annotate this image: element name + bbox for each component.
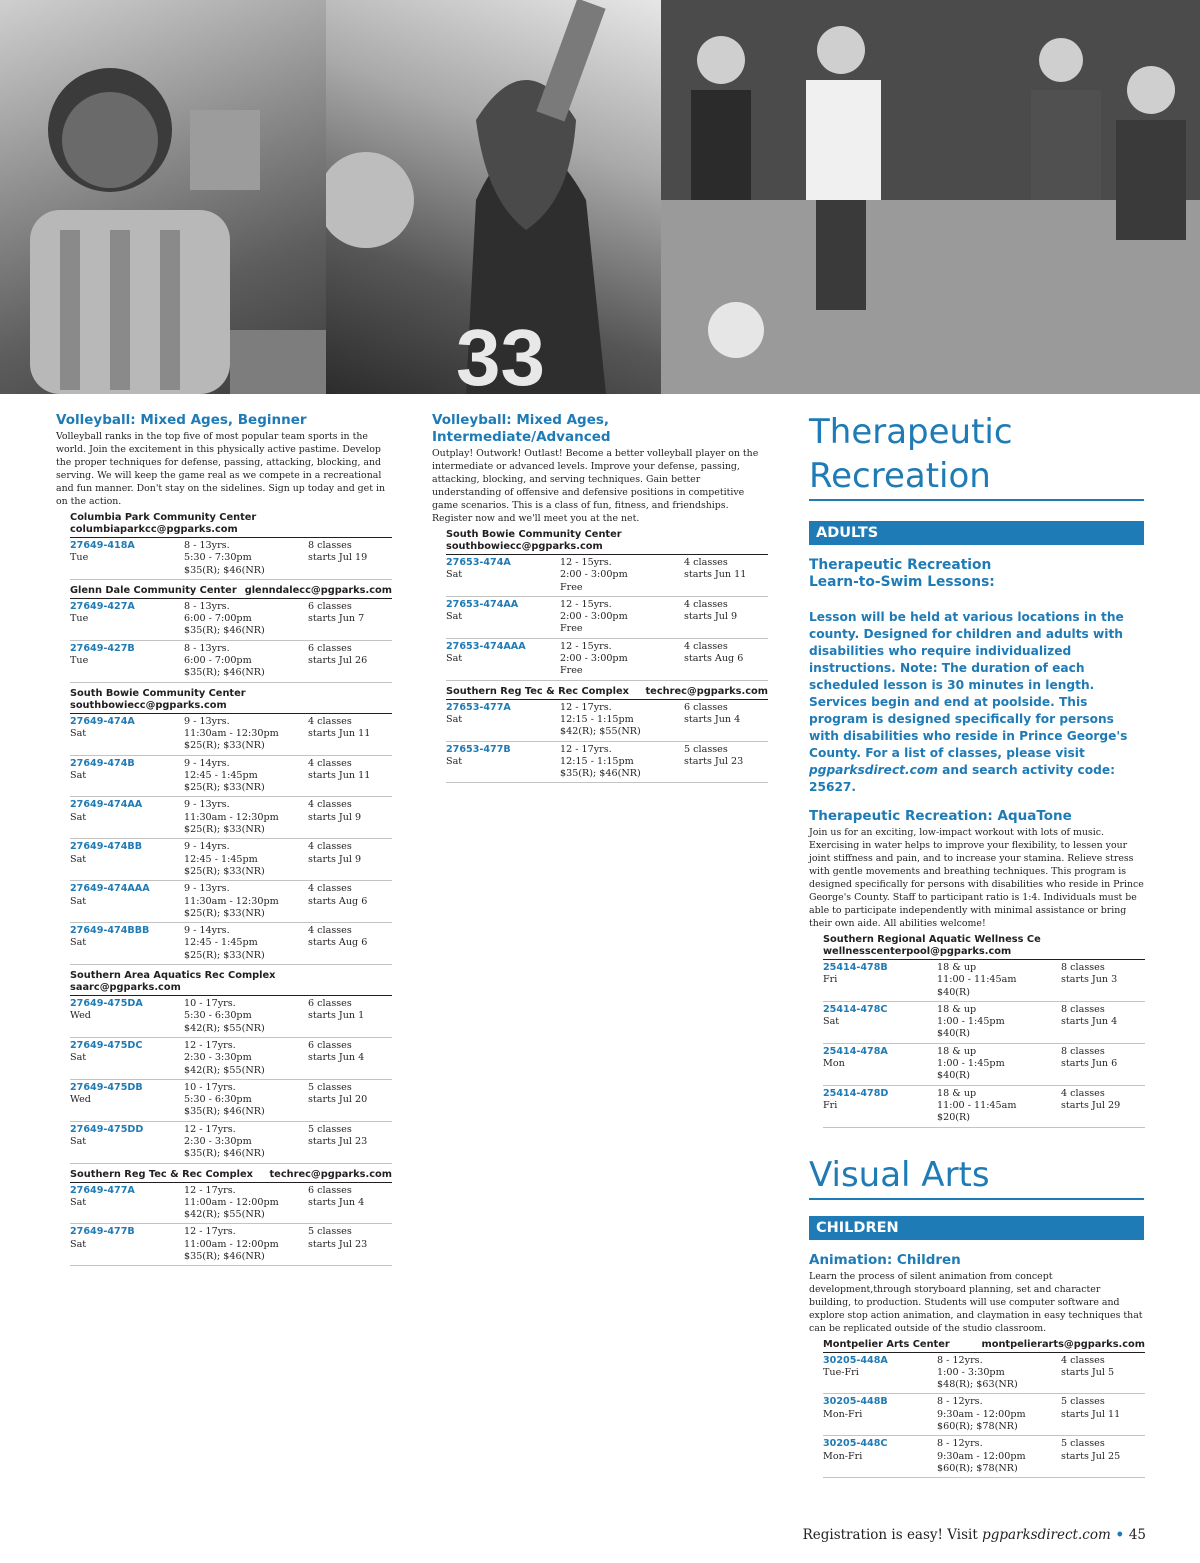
class-count: 6 classes <box>308 642 352 654</box>
class-day: Wed <box>70 1010 91 1022</box>
class-fee: $48(R); $63(NR) <box>937 1379 1018 1391</box>
venue-header <box>823 1339 1145 1353</box>
venue-header <box>70 1169 392 1183</box>
venue-header <box>70 512 392 538</box>
class-time: 2:30 - 3:30pm <box>184 1052 252 1064</box>
class-day: Sat <box>70 895 87 907</box>
class-time: 11:30am - 12:30pm <box>184 811 279 823</box>
class-code[interactable]: 27653-477A <box>446 701 511 713</box>
class-age: 12 - 17yrs. <box>184 1039 236 1051</box>
class-code[interactable]: 27649-427B <box>70 642 135 654</box>
class-time: 2:00 - 3:00pm <box>560 653 628 665</box>
class-code[interactable]: 27649-474A <box>70 715 135 727</box>
class-day: Sat <box>446 713 463 725</box>
class-row <box>70 1080 392 1122</box>
class-fee: $60(R); $78(NR) <box>937 1421 1018 1433</box>
footer-separator: • <box>1110 1527 1129 1543</box>
band-adults: ADULTS <box>809 521 1144 545</box>
class-count: 4 classes <box>1061 1087 1105 1099</box>
class-code[interactable]: 27649-474AAA <box>70 883 150 895</box>
class-row <box>446 742 768 784</box>
class-start: starts Jun 6 <box>1061 1058 1118 1070</box>
class-time: 1:00 - 1:45pm <box>937 1058 1005 1070</box>
class-code[interactable]: 27653-474AA <box>446 598 519 610</box>
section-title-line2: Recreation <box>809 456 991 496</box>
class-code[interactable]: 27649-477B <box>70 1226 135 1238</box>
class-age: 18 & up <box>937 962 977 973</box>
class-age: 12 - 15yrs. <box>560 598 612 610</box>
kids-soccer-illustration <box>661 0 1200 394</box>
class-code[interactable]: 27649-475DC <box>70 1039 143 1051</box>
class-age: 12 - 15yrs. <box>560 557 612 568</box>
class-code[interactable]: 25414-478D <box>823 1087 889 1099</box>
class-row <box>70 599 392 641</box>
venue-email[interactable]: columbiaparkcc@pgparks.com <box>70 524 238 535</box>
class-day: Sat <box>70 1052 87 1064</box>
class-count: 4 classes <box>308 715 352 727</box>
class-fee: $25(R); $33(NR) <box>184 782 265 794</box>
class-day: Sat <box>70 811 87 823</box>
venue-spacer <box>809 1478 1145 1483</box>
class-time: 12:15 - 1:15pm <box>560 755 634 767</box>
column-volleyball-beginner <box>56 412 392 1271</box>
venue-spacer <box>56 1266 392 1271</box>
class-start: starts Jul 23 <box>308 1238 368 1250</box>
class-code[interactable]: 25414-478B <box>823 962 888 973</box>
class-day: Sat <box>70 727 87 739</box>
class-day: Sat <box>446 611 463 623</box>
class-fee: $25(R); $33(NR) <box>184 824 265 836</box>
class-row <box>823 1086 1145 1128</box>
swim-description-text: Lesson will be held at various locations in the county. Designed for children and adults with disabilities who require individualized instructions. Note: The duration of each scheduled lesson is 30 minutes in length. Services begin and end at poolside. This program is designed specifically for persons with disabilities who reside in Prince George's County. For a list of classes, please visit <box>809 610 1128 760</box>
class-code[interactable]: 27649-474BB <box>70 841 143 853</box>
class-day: Fri <box>823 1099 838 1111</box>
class-age: 9 - 13yrs. <box>184 883 230 895</box>
class-fee: $25(R); $33(NR) <box>184 907 265 919</box>
class-day: Mon <box>823 1058 845 1070</box>
class-start: starts Jul 9 <box>308 853 362 865</box>
class-fee: $40(R) <box>937 1070 971 1082</box>
class-day: Sat <box>70 1238 87 1250</box>
class-fee: $20(R) <box>937 1112 971 1124</box>
class-day: Mon-Fri <box>823 1450 863 1462</box>
swim-title-line2: Learn-to-Swim Lessons: <box>809 574 995 590</box>
class-count: 8 classes <box>1061 962 1105 973</box>
class-count: 8 classes <box>1061 1003 1105 1015</box>
class-start: starts Jun 3 <box>1061 974 1118 986</box>
venue-email[interactable]: southbowiecc@pgparks.com <box>446 541 603 552</box>
class-fee: $25(R); $33(NR) <box>184 865 265 877</box>
class-time: 2:30 - 3:30pm <box>184 1135 252 1147</box>
swim-lessons-title <box>809 557 1145 591</box>
class-age: 9 - 13yrs. <box>184 799 230 811</box>
class-day: Sat <box>70 1196 87 1208</box>
class-day: Wed <box>70 1094 91 1106</box>
class-start: starts Jun 4 <box>1061 1016 1118 1028</box>
venue-header <box>823 934 1145 960</box>
class-count: 4 classes <box>684 557 728 568</box>
venue-list <box>809 1339 1145 1484</box>
swim-title-line1: Therapeutic Recreation <box>809 557 992 573</box>
visit-text: Visit <box>942 1527 983 1543</box>
class-fee: $35(R); $46(NR) <box>184 667 265 679</box>
class-fee: $35(R); $46(NR) <box>184 1148 265 1160</box>
class-age: 8 - 12yrs. <box>937 1354 983 1366</box>
class-count: 5 classes <box>308 1081 352 1093</box>
class-fee: $40(R) <box>937 986 971 998</box>
class-age: 10 - 17yrs. <box>184 998 236 1010</box>
venue-header <box>70 585 392 599</box>
class-age: 12 - 17yrs. <box>560 743 612 755</box>
class-age: 9 - 14yrs. <box>184 841 230 853</box>
class-start: starts Jun 4 <box>684 713 741 725</box>
class-start: starts Jun 11 <box>308 769 371 781</box>
class-fee: $42(R); $55(NR) <box>184 1022 265 1034</box>
class-code[interactable]: 27653-477B <box>446 743 511 755</box>
class-start: starts Jul 20 <box>308 1094 368 1106</box>
column-therapeutic-visual-arts <box>809 410 1145 1483</box>
class-start: starts Jun 7 <box>308 613 365 625</box>
class-code[interactable]: 27649-427A <box>70 600 135 612</box>
class-start: starts Aug 6 <box>308 895 368 907</box>
class-time: 9:30am - 12:00pm <box>937 1450 1026 1462</box>
class-count: 8 classes <box>1061 1045 1105 1057</box>
class-time: 2:00 - 3:00pm <box>560 611 628 623</box>
class-day: Sat <box>70 937 87 949</box>
class-time: 12:45 - 1:45pm <box>184 769 258 781</box>
class-code[interactable]: 27649-477A <box>70 1184 135 1196</box>
photo-strip <box>0 0 1200 394</box>
class-age: 8 - 13yrs. <box>184 642 230 654</box>
class-row <box>70 1122 392 1164</box>
class-row <box>70 797 392 839</box>
class-code[interactable]: 30205-448A <box>823 1354 888 1366</box>
class-time: 11:00 - 11:45am <box>937 1099 1017 1111</box>
class-count: 5 classes <box>308 1123 352 1135</box>
class-age: 12 - 17yrs. <box>560 701 612 713</box>
class-count: 4 classes <box>684 598 728 610</box>
photo-volleyball-player <box>326 0 661 394</box>
photo-kids-soccer <box>661 0 1200 394</box>
class-time: 6:00 - 7:00pm <box>184 613 252 625</box>
class-start: starts Aug 6 <box>684 653 744 665</box>
class-count: 5 classes <box>308 1226 352 1238</box>
class-code[interactable]: 27649-475DD <box>70 1123 144 1135</box>
class-start: starts Jun 11 <box>308 727 371 739</box>
class-day: Tue <box>70 552 89 564</box>
class-code[interactable]: 25414-478C <box>823 1003 888 1015</box>
class-day: Sat <box>446 653 463 665</box>
program-title <box>432 412 768 446</box>
class-start: starts Jul 11 <box>1061 1408 1121 1420</box>
class-code[interactable]: 30205-448C <box>823 1438 888 1450</box>
page-number: 45 <box>1128 1527 1146 1543</box>
class-start: starts Jul 23 <box>684 755 744 767</box>
class-age: 9 - 13yrs. <box>184 715 230 727</box>
class-row <box>446 700 768 742</box>
class-fee: $35(R); $46(NR) <box>184 625 265 637</box>
class-time: 11:00 - 11:45am <box>937 974 1017 986</box>
class-code[interactable]: 30205-448B <box>823 1396 888 1408</box>
class-day: Sat <box>70 853 87 865</box>
class-code[interactable]: 27649-474BBB <box>70 925 150 937</box>
class-row <box>823 1002 1145 1044</box>
class-row <box>823 1436 1145 1478</box>
class-row <box>70 641 392 683</box>
venue-name: Montpelier Arts Center <box>823 1338 950 1350</box>
registration-text: Registration is easy! <box>802 1527 943 1543</box>
class-row <box>70 1224 392 1266</box>
class-row <box>70 756 392 798</box>
class-time: 11:00am - 12:00pm <box>184 1238 279 1250</box>
volleyball-player-illustration <box>326 0 661 394</box>
class-time: 11:30am - 12:30pm <box>184 895 279 907</box>
class-fee: Free <box>560 623 583 635</box>
class-time: 9:30am - 12:00pm <box>937 1408 1026 1420</box>
class-code[interactable]: 27649-418A <box>70 540 135 551</box>
class-age: 18 & up <box>937 1003 977 1015</box>
class-count: 5 classes <box>1061 1438 1105 1450</box>
class-start: starts Jun 11 <box>684 569 747 581</box>
class-start: starts Jul 9 <box>308 811 362 823</box>
band-children: CHILDREN <box>809 1216 1144 1240</box>
venue-header <box>446 529 768 555</box>
aquatone-title: Therapeutic Recreation: AquaTone <box>809 808 1072 824</box>
class-day: Tue <box>70 613 89 625</box>
class-fee: $35(R); $46(NR) <box>184 1106 265 1118</box>
venue-list <box>56 512 392 1271</box>
class-day: Mon-Fri <box>823 1408 863 1420</box>
class-fee: $35(R); $46(NR) <box>560 768 641 780</box>
class-row <box>70 1038 392 1080</box>
class-count: 4 classes <box>308 925 352 937</box>
class-code[interactable]: 27649-474B <box>70 757 135 769</box>
class-count: 5 classes <box>684 743 728 755</box>
class-start: starts Jun 4 <box>308 1196 365 1208</box>
class-count: 8 classes <box>308 540 352 551</box>
class-time: 11:00am - 12:00pm <box>184 1196 279 1208</box>
venue-name: Columbia Park Community Center <box>70 512 257 523</box>
class-day: Sat <box>446 569 463 581</box>
class-day: Sat <box>70 1135 87 1147</box>
section-title-therapeutic <box>809 410 1144 501</box>
class-row <box>70 881 392 923</box>
class-count: 6 classes <box>308 1039 352 1051</box>
venue-list <box>809 934 1145 1133</box>
class-start: starts Jul 9 <box>684 611 738 623</box>
class-count: 4 classes <box>308 757 352 769</box>
class-code[interactable]: 27649-475DA <box>70 998 143 1010</box>
class-start: starts Jul 25 <box>1061 1450 1121 1462</box>
class-row <box>823 1044 1145 1086</box>
program-title: Volleyball: Mixed Ages, Beginner <box>56 412 307 428</box>
venue-email[interactable]: saarc@pgparks.com <box>70 982 181 994</box>
class-row <box>446 639 768 681</box>
class-day: Fri <box>823 974 838 986</box>
class-count: 4 classes <box>684 640 728 652</box>
class-count: 6 classes <box>308 998 352 1010</box>
class-day: Tue-Fri <box>823 1366 859 1378</box>
class-age: 8 - 13yrs. <box>184 540 230 551</box>
class-row <box>70 538 392 580</box>
animation-title: Animation: Children <box>809 1251 961 1268</box>
class-time: 5:30 - 7:30pm <box>184 552 252 564</box>
section-title-line1: Therapeutic <box>809 412 1013 452</box>
venue-email[interactable]: wellnesscenterpool@pgparks.com <box>823 946 1012 957</box>
class-age: 9 - 14yrs. <box>184 925 230 937</box>
class-day: Sat <box>70 769 87 781</box>
class-fee: $42(R); $55(NR) <box>560 726 641 738</box>
class-fee: $40(R) <box>937 1028 971 1040</box>
class-fee: $25(R); $33(NR) <box>184 949 265 961</box>
class-count: 6 classes <box>684 701 728 713</box>
program-title-line1: Volleyball: Mixed Ages, <box>432 412 610 428</box>
venue-email[interactable]: southbowiecc@pgparks.com <box>70 699 227 711</box>
class-count: 4 classes <box>308 799 352 811</box>
class-fee: $35(R); $46(NR) <box>184 564 265 576</box>
svg-text:33: 33 <box>456 313 545 394</box>
child-painting-illustration <box>0 0 326 394</box>
class-fee: $42(R); $55(NR) <box>184 1064 265 1076</box>
class-time: 12:45 - 1:45pm <box>184 937 258 949</box>
venue-email[interactable]: montpelierarts@pgparks.com <box>981 1338 1145 1350</box>
class-count: 6 classes <box>308 600 352 612</box>
venue-header <box>446 686 768 700</box>
venue-name: Glenn Dale Community Center <box>70 584 237 596</box>
venue-email[interactable]: glenndalecc@pgparks.com <box>244 584 392 596</box>
class-start: starts Jun 1 <box>308 1010 365 1022</box>
venue-name: Southern Regional Aquatic Wellness Ce <box>823 934 1041 945</box>
venue-email[interactable]: techrec@pgparks.com <box>645 685 768 697</box>
class-age: 12 - 17yrs. <box>184 1123 236 1135</box>
class-age: 8 - 13yrs. <box>184 600 230 612</box>
venue-header <box>70 970 392 996</box>
class-time: 12:15 - 1:15pm <box>560 713 634 725</box>
class-start: starts Jul 19 <box>308 552 368 564</box>
photo-child-painting <box>0 0 326 394</box>
class-time: 5:30 - 6:30pm <box>184 1010 252 1022</box>
class-start: starts Jul 5 <box>1061 1366 1115 1378</box>
class-age: 8 - 12yrs. <box>937 1438 983 1450</box>
venue-list <box>432 529 768 788</box>
class-row <box>823 960 1145 1002</box>
class-age: 9 - 14yrs. <box>184 757 230 769</box>
class-age: 18 & up <box>937 1087 977 1099</box>
class-code[interactable]: 27653-474A <box>446 557 511 568</box>
class-day: Sat <box>823 1016 840 1028</box>
class-time: 2:00 - 3:00pm <box>560 569 628 581</box>
class-start: starts Jul 23 <box>308 1135 368 1147</box>
venue-header <box>70 688 392 714</box>
pgparksdirect-link[interactable]: pgparksdirect.com <box>809 763 938 777</box>
class-age: 12 - 15yrs. <box>560 640 612 652</box>
class-age: 10 - 17yrs. <box>184 1081 236 1093</box>
class-fee: $42(R); $55(NR) <box>184 1209 265 1221</box>
class-code[interactable]: 27653-474AAA <box>446 640 526 652</box>
venue-name: Southern Reg Tec & Rec Complex <box>70 1168 253 1180</box>
class-age: 12 - 17yrs. <box>184 1226 236 1238</box>
class-count: 4 classes <box>308 841 352 853</box>
class-row <box>446 555 768 597</box>
class-time: 11:30am - 12:30pm <box>184 727 279 739</box>
class-age: 8 - 12yrs. <box>937 1396 983 1408</box>
class-row <box>446 597 768 639</box>
class-row <box>70 923 392 965</box>
aquatone-description: Join us for an exciting, low-impact workout with lots of music. Exercising in water helps to improve your flexibility, to lessen your joint stiffness and pain, and to increase your stamina. Relieve stress with gentle movements and breathing techniques. This program is designed specifically for persons with disabilities who reside in Prince George's County. Staff to participant ratio is 1:4. Individuals must be able to participate independently with minimal assistance or bring their own aide. All abilities welcome! <box>809 827 1144 929</box>
venue-name: Southern Area Aquatics Rec Complex <box>70 970 276 982</box>
class-fee: Free <box>560 581 583 593</box>
class-time: 12:45 - 1:45pm <box>184 853 258 865</box>
class-count: 6 classes <box>308 1184 352 1196</box>
class-fee: $25(R); $33(NR) <box>184 740 265 752</box>
section-title-visual-arts: Visual Arts <box>809 1153 1144 1200</box>
class-day: Sat <box>446 755 463 767</box>
class-fee: $35(R); $46(NR) <box>184 1251 265 1263</box>
venue-name: South Bowie Community Center <box>70 687 246 699</box>
class-start: starts Jun 4 <box>308 1052 365 1064</box>
venue-email[interactable]: techrec@pgparks.com <box>269 1168 392 1180</box>
class-count: 4 classes <box>308 883 352 895</box>
class-fee: Free <box>560 665 583 677</box>
class-row <box>823 1394 1145 1436</box>
program-description: Volleyball ranks in the top five of most popular team sports in the world. Join the excitement in this physically active pastime. Develop the proper techniques for defense, passing, attacking, blocking, and serving. We will keep the game real as we compete in a recreational and fun manner. Don't stay on the sidelines. Sign up today and get in on the action. <box>56 431 386 507</box>
program-title-line2: Intermediate/Advanced <box>432 429 611 445</box>
animation-description: Learn the process of silent animation from concept development,through storyboard planning, set and character building, to production. Students will use computer software and explore stop action animation, and claymation in easy techniques that can be replicated outside of the studio classroom. <box>809 1270 1143 1334</box>
column-volleyball-advanced <box>432 412 768 788</box>
page-footer <box>803 1527 1146 1543</box>
venue-name: Southern Reg Tec & Rec Complex <box>446 685 629 697</box>
class-row <box>823 1353 1145 1395</box>
class-day: Tue <box>70 655 89 667</box>
venue-spacer <box>432 783 768 788</box>
footer-url-link[interactable]: pgparksdirect.com <box>982 1527 1111 1543</box>
class-start: starts Jul 26 <box>308 655 368 667</box>
class-time: 6:00 - 7:00pm <box>184 655 252 667</box>
class-row <box>70 996 392 1038</box>
class-code[interactable]: 25414-478A <box>823 1045 888 1057</box>
class-time: 1:00 - 1:45pm <box>937 1016 1005 1028</box>
class-age: 12 - 17yrs. <box>184 1184 236 1196</box>
program-description: Outplay! Outwork! Outlast! Become a better volleyball player on the intermediate or advanced levels. Improve your defense, passing, attacking, blocking, and serving techniques. Gain better understanding of offensive and defensive positions in competitive game scenarios. This is a class of fun, fitness, and friendships. Register now and we'll meet you at the net. <box>432 448 759 524</box>
class-count: 5 classes <box>1061 1396 1105 1408</box>
class-code[interactable]: 27649-475DB <box>70 1081 143 1093</box>
venue-name: South Bowie Community Center <box>446 529 622 540</box>
class-count: 4 classes <box>1061 1354 1105 1366</box>
class-fee: $60(R); $78(NR) <box>937 1462 1018 1474</box>
class-time: 1:00 - 3:30pm <box>937 1366 1005 1378</box>
class-row <box>70 1183 392 1225</box>
class-age: 18 & up <box>937 1045 977 1057</box>
class-code[interactable]: 27649-474AA <box>70 799 143 811</box>
class-row <box>70 714 392 756</box>
class-time: 5:30 - 6:30pm <box>184 1094 252 1106</box>
class-start: starts Aug 6 <box>308 937 368 949</box>
class-start: starts Jul 29 <box>1061 1099 1121 1111</box>
swim-description-end: and search activity code: 25627. <box>809 763 1115 794</box>
class-row <box>70 839 392 881</box>
swim-lessons-description <box>809 609 1145 796</box>
